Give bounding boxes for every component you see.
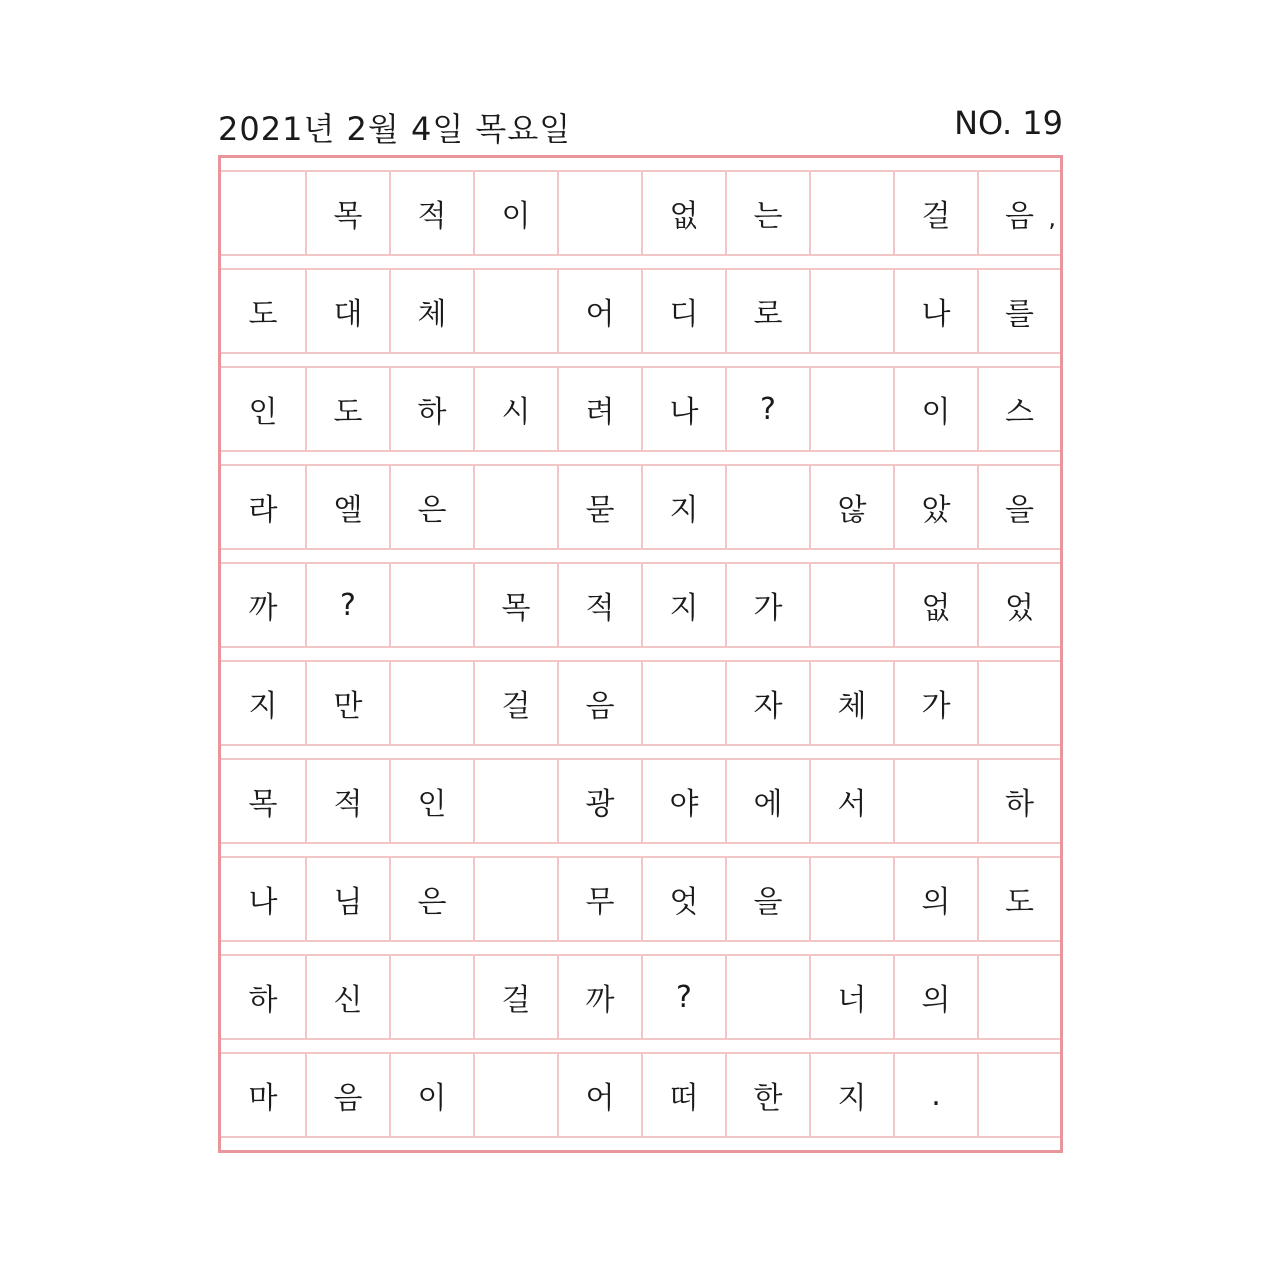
grid-cell xyxy=(305,956,389,1038)
grid-cell xyxy=(557,172,641,254)
grid-row xyxy=(221,856,1060,942)
cell-character: 무 xyxy=(585,885,615,920)
cell-character: 았 xyxy=(921,493,951,528)
grid-cell xyxy=(389,564,473,646)
cell-character: 려 xyxy=(585,395,615,430)
grid-cell xyxy=(305,466,389,548)
cell-character: 은 xyxy=(417,493,447,528)
grid-cell xyxy=(641,760,725,842)
grid-row xyxy=(221,268,1060,354)
grid-cell xyxy=(725,564,809,646)
cell-character: 하 xyxy=(1005,787,1034,822)
grid-cell xyxy=(725,956,809,1038)
grid-cell xyxy=(389,956,473,1038)
grid-row xyxy=(221,366,1060,452)
grid-cell xyxy=(977,466,1060,548)
cell-character: 없 xyxy=(921,591,951,626)
cell-character: 걸 xyxy=(501,689,531,724)
cell-character: 너 xyxy=(837,983,867,1018)
cell-character: 어 xyxy=(585,297,615,332)
cell-character: 적 xyxy=(333,787,363,822)
grid-cell xyxy=(389,1054,473,1136)
cell-character: 을 xyxy=(753,885,783,920)
cell-character: 하 xyxy=(417,395,447,430)
grid-cell xyxy=(557,662,641,744)
grid-cell xyxy=(641,466,725,548)
cell-character: 의 xyxy=(921,885,951,920)
cell-character: 음 xyxy=(333,1081,363,1116)
grid-cell xyxy=(305,858,389,940)
cell-character: 라 xyxy=(248,493,278,528)
cell-character: 가 xyxy=(921,689,951,724)
grid-cell xyxy=(725,662,809,744)
grid-cell xyxy=(557,564,641,646)
grid-cell xyxy=(221,760,305,842)
cell-character: 걸 xyxy=(921,199,951,234)
cell-character: 마 xyxy=(248,1081,278,1116)
cell-character: 이 xyxy=(417,1081,447,1116)
grid-cell xyxy=(221,858,305,940)
cell-character: 서 xyxy=(837,787,867,822)
grid-cell xyxy=(641,368,725,450)
grid-cell xyxy=(473,956,557,1038)
cell-character: 대 xyxy=(333,297,363,332)
grid-cell xyxy=(305,760,389,842)
grid-cell xyxy=(305,270,389,352)
grid-cell xyxy=(389,270,473,352)
grid-row xyxy=(221,464,1060,550)
page-header xyxy=(218,100,1063,150)
grid-cell xyxy=(893,760,977,842)
grid-cell xyxy=(641,270,725,352)
grid-cell xyxy=(305,662,389,744)
cell-character: 나 xyxy=(921,297,951,332)
grid-cell xyxy=(557,368,641,450)
grid-cell xyxy=(557,858,641,940)
cell-character: 도 xyxy=(248,297,278,332)
grid-cell xyxy=(557,956,641,1038)
cell-character: 지 xyxy=(248,689,278,724)
grid-cell xyxy=(473,368,557,450)
cell-character: 한 xyxy=(753,1081,783,1116)
cell-character: 이 xyxy=(921,395,951,430)
entry-number: NO. 19 xyxy=(954,104,1063,142)
cell-character: 인 xyxy=(248,395,278,430)
grid-row xyxy=(221,562,1060,648)
grid-row xyxy=(221,954,1060,1040)
cell-character: 었 xyxy=(1005,591,1034,626)
grid-cell xyxy=(221,172,305,254)
cell-character: 까 xyxy=(248,591,278,626)
grid-cell xyxy=(641,172,725,254)
grid-cell xyxy=(473,662,557,744)
grid-cell xyxy=(809,662,893,744)
grid-cell xyxy=(305,1054,389,1136)
cell-character: 도 xyxy=(333,395,363,430)
grid-cell xyxy=(809,564,893,646)
grid-cell xyxy=(977,564,1060,646)
cell-character: 님 xyxy=(333,885,363,920)
grid-cell xyxy=(473,564,557,646)
cell-character: 디 xyxy=(669,297,699,332)
cell-character: 엘 xyxy=(333,493,363,528)
grid-cell xyxy=(389,466,473,548)
cell-character: 를 xyxy=(1005,297,1034,332)
grid-cell xyxy=(725,858,809,940)
cell-character: 로 xyxy=(753,297,783,332)
grid-cell xyxy=(221,956,305,1038)
grid-cell xyxy=(977,368,1060,450)
grid-cell xyxy=(389,858,473,940)
cell-character: 지 xyxy=(669,591,699,626)
cell-character: 의 xyxy=(921,983,951,1018)
grid-cell xyxy=(893,662,977,744)
grid-row xyxy=(221,1052,1060,1138)
diary-date: 2021년 2월 4일 목요일 xyxy=(218,110,572,148)
grid-cell xyxy=(221,662,305,744)
grid-cell xyxy=(809,270,893,352)
grid-cell xyxy=(221,368,305,450)
grid-cell xyxy=(305,564,389,646)
cell-character: 하 xyxy=(248,983,278,1018)
manuscript-sheet xyxy=(218,155,1063,1153)
trailing-comma: , xyxy=(1048,204,1056,232)
grid-cell xyxy=(809,956,893,1038)
grid-cell xyxy=(725,760,809,842)
cell-character: 이 xyxy=(501,199,531,234)
cell-character: ? xyxy=(340,587,356,623)
cell-character: 을 xyxy=(1005,493,1034,528)
cell-character: 에 xyxy=(753,787,783,822)
grid-cell xyxy=(725,270,809,352)
grid-cell xyxy=(305,172,389,254)
grid-cell xyxy=(473,1054,557,1136)
grid-cell xyxy=(641,956,725,1038)
grid-cell xyxy=(641,564,725,646)
grid-cell xyxy=(809,466,893,548)
cell-character: 걸 xyxy=(501,983,531,1018)
grid-cell xyxy=(473,172,557,254)
grid-cell xyxy=(893,270,977,352)
grid-cell xyxy=(893,564,977,646)
grid-cell xyxy=(809,172,893,254)
grid-cell xyxy=(557,760,641,842)
cell-character: 나 xyxy=(669,395,699,430)
grid-row xyxy=(221,758,1060,844)
grid-cell xyxy=(893,368,977,450)
grid-cell xyxy=(893,172,977,254)
cell-character: 인 xyxy=(417,787,447,822)
grid-cell xyxy=(977,1054,1060,1136)
grid-cell xyxy=(977,172,1060,254)
grid-cell xyxy=(893,1054,977,1136)
cell-character: 야 xyxy=(669,787,699,822)
grid-cell xyxy=(305,368,389,450)
cell-character: 없 xyxy=(669,199,699,234)
grid-cell xyxy=(809,368,893,450)
grid-row xyxy=(221,170,1060,256)
grid-cell xyxy=(725,172,809,254)
grid-cell xyxy=(977,760,1060,842)
cell-character: 엇 xyxy=(669,885,699,920)
cell-character: 는 xyxy=(753,199,783,234)
grid-cell xyxy=(557,466,641,548)
grid-cell xyxy=(557,270,641,352)
grid-cell xyxy=(473,858,557,940)
grid-cell xyxy=(221,1054,305,1136)
cell-character: 묻 xyxy=(585,493,615,528)
cell-character: 까 xyxy=(585,983,615,1018)
cell-character: 스 xyxy=(1005,395,1034,430)
cell-character: 나 xyxy=(248,885,278,920)
cell-character: 목 xyxy=(248,787,278,822)
cell-character: 신 xyxy=(333,983,363,1018)
grid-cell xyxy=(893,858,977,940)
cell-character: 광 xyxy=(585,787,615,822)
grid-cell xyxy=(221,564,305,646)
cell-character: 체 xyxy=(417,297,447,332)
grid-cell xyxy=(725,466,809,548)
cell-character: 지 xyxy=(669,493,699,528)
grid-cell xyxy=(977,270,1060,352)
cell-character: 자 xyxy=(753,689,783,724)
cell-character: 목 xyxy=(501,591,531,626)
cell-character: 어 xyxy=(585,1081,615,1116)
grid-row xyxy=(221,660,1060,746)
cell-character: 적 xyxy=(585,591,615,626)
grid-cell xyxy=(473,760,557,842)
cell-character: 지 xyxy=(837,1081,867,1116)
cell-character: 은 xyxy=(417,885,447,920)
grid-cell xyxy=(809,1054,893,1136)
grid-cell xyxy=(977,662,1060,744)
cell-character: 시 xyxy=(501,395,531,430)
cell-character: 음 xyxy=(1005,199,1034,234)
grid-cell xyxy=(389,172,473,254)
grid-cell xyxy=(893,466,977,548)
grid-cell xyxy=(641,1054,725,1136)
cell-character: 않 xyxy=(837,493,867,528)
cell-character: 적 xyxy=(417,199,447,234)
grid-cell xyxy=(977,956,1060,1038)
grid-cell xyxy=(725,368,809,450)
grid-cell xyxy=(473,270,557,352)
cell-character: 만 xyxy=(333,689,363,724)
grid-cell xyxy=(389,662,473,744)
cell-character: . xyxy=(931,1077,941,1113)
cell-character: 목 xyxy=(333,199,363,234)
cell-character: 떠 xyxy=(669,1081,699,1116)
grid-cell xyxy=(977,858,1060,940)
grid-cell xyxy=(641,662,725,744)
grid-cell xyxy=(473,466,557,548)
grid-cell xyxy=(221,270,305,352)
cell-character: ? xyxy=(676,979,692,1015)
grid-cell xyxy=(893,956,977,1038)
grid-cell xyxy=(809,858,893,940)
grid-cell xyxy=(221,466,305,548)
cell-character: 체 xyxy=(837,689,867,724)
grid-cell xyxy=(389,368,473,450)
cell-character: 도 xyxy=(1005,885,1034,920)
grid-cell xyxy=(557,1054,641,1136)
cell-character: 음 xyxy=(585,689,615,724)
grid-cell xyxy=(809,760,893,842)
cell-character: ? xyxy=(760,391,776,427)
grid-cell xyxy=(641,858,725,940)
grid-cell xyxy=(389,760,473,842)
cell-character: 가 xyxy=(753,591,783,626)
grid-cell xyxy=(725,1054,809,1136)
